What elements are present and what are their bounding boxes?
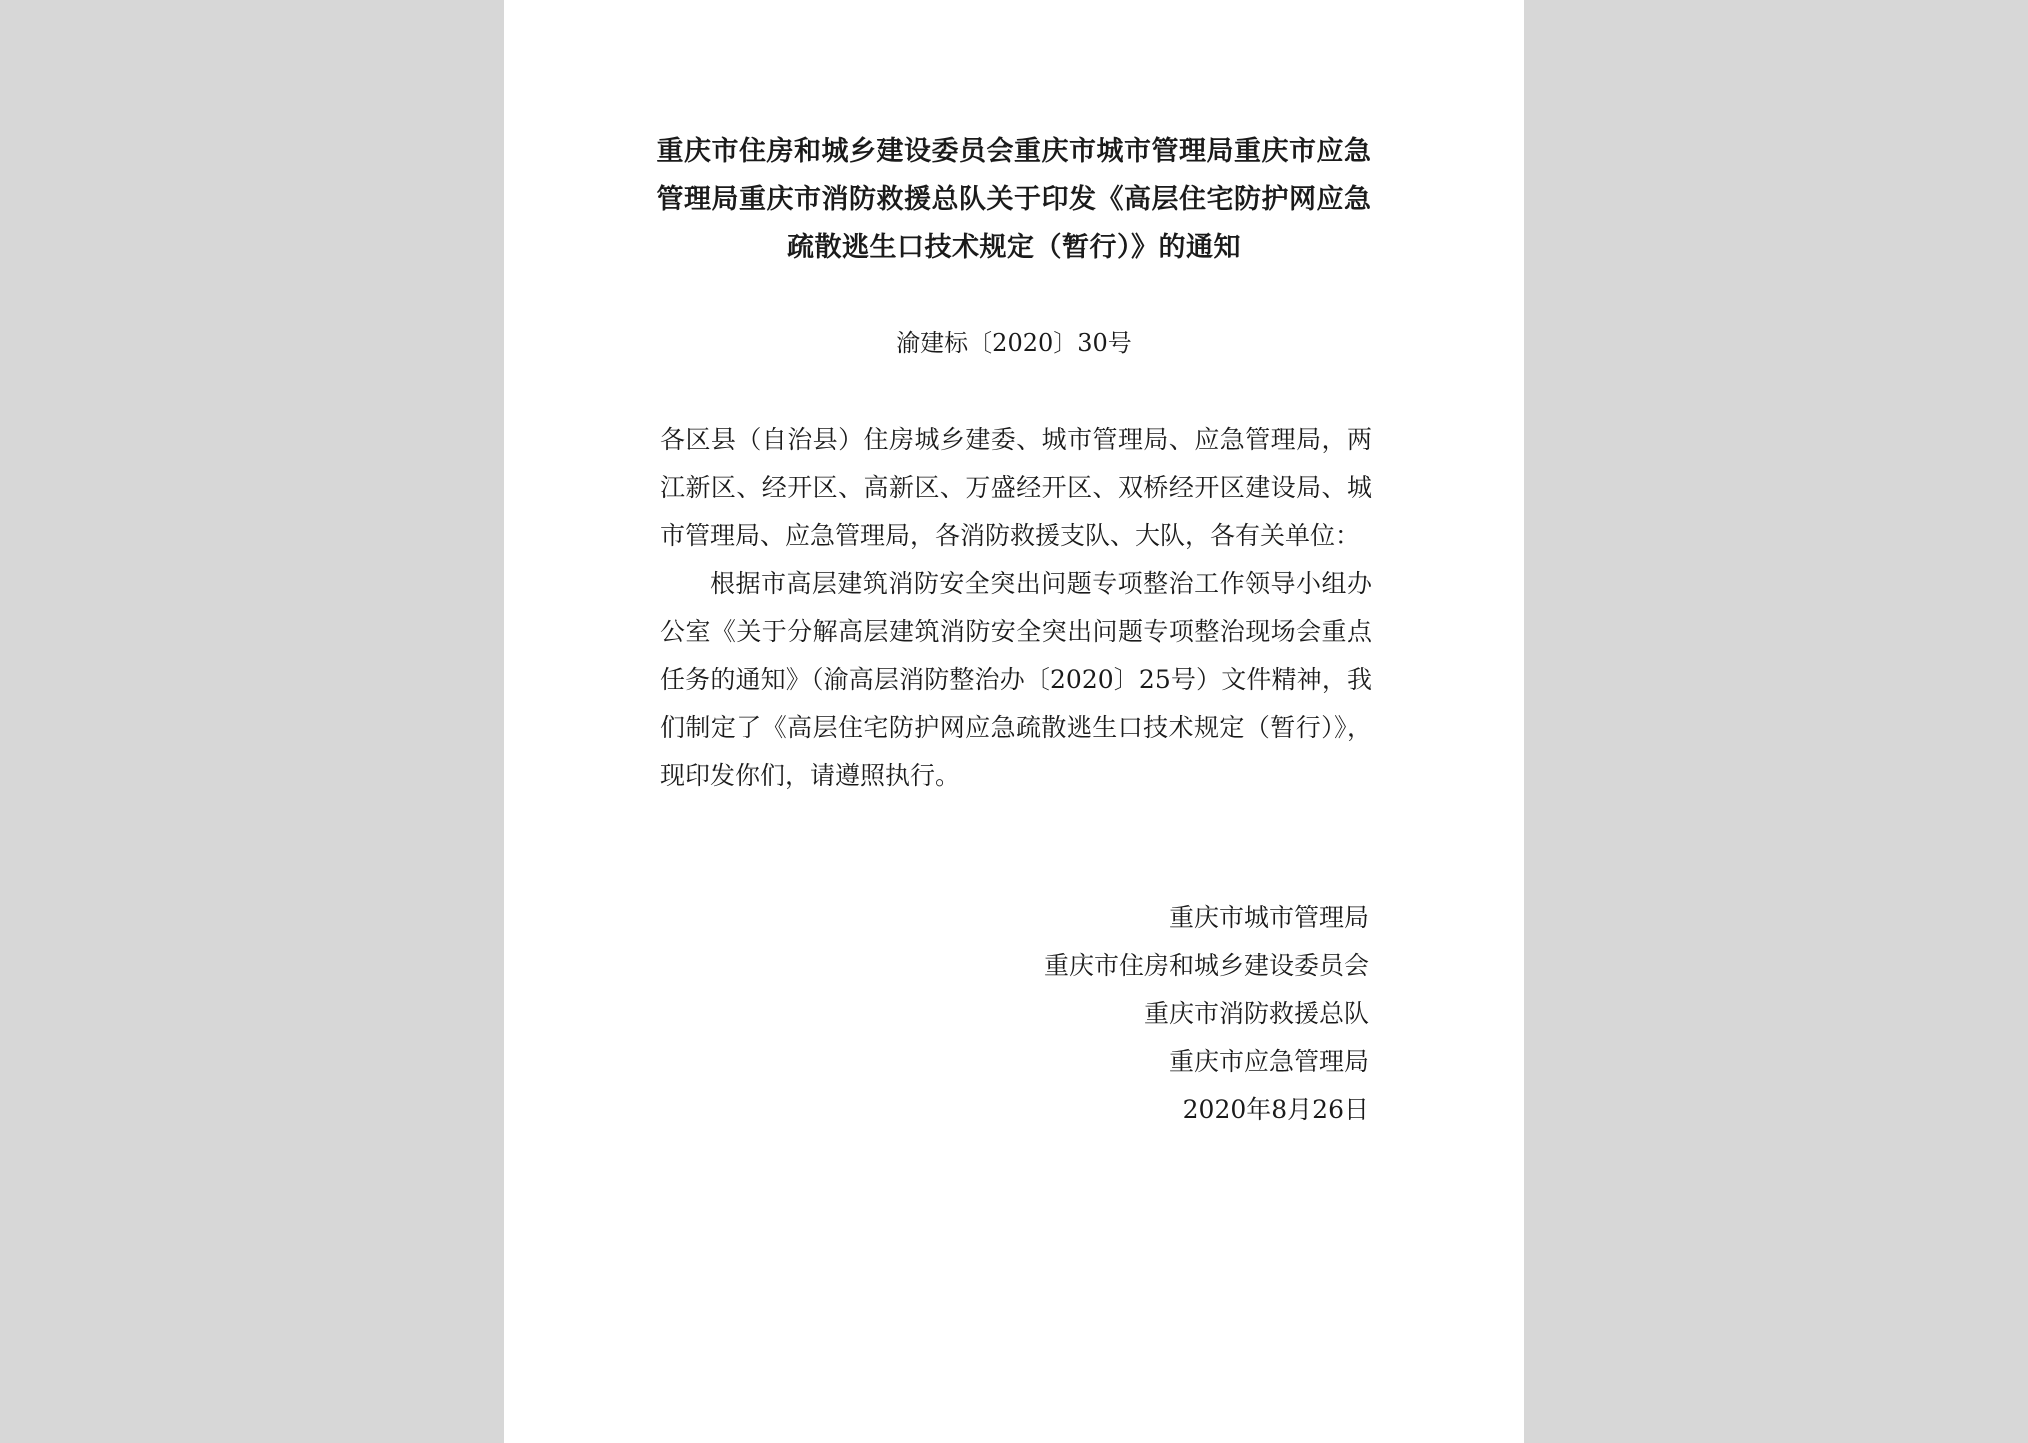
signatory-2: 重庆市住房和城乡建设委员会: [1043, 951, 1369, 980]
document-page: [504, 0, 1524, 1443]
signatory-1: 重庆市城市管理局: [1168, 903, 1369, 932]
body-paragraph: 根据市高层建筑消防安全突出问题专项整治工作领导小组办公室《关于分解高层建筑消防安全突出问题专项整治现场会重点任务的通知》（渝高层消防整治办〔2020〕25号）文件精神，我们制定了《高层住宅防护网应急疏散逃生口技术规定（暂行）》，现印发你们，请遵照执行。: [660, 569, 1372, 790]
issue-date: 2020年8月26日: [1182, 1095, 1369, 1124]
signatory-3: 重庆市消防救援总队: [1143, 999, 1369, 1028]
signature-block: [769, 894, 1369, 1134]
addressee: 各区县（自治县）住房城乡建委、城市管理局、应急管理局，两江新区、经开区、高新区、万盛经开区、双桥经开区建设局、城市管理局、应急管理局，各消防救援支队、大队，各有关单位：: [660, 425, 1372, 550]
document-number: 渝建标〔2020〕30号: [896, 329, 1132, 357]
signatory-4: 重庆市应急管理局: [1168, 1047, 1369, 1076]
document-title: 重庆市住房和城乡建设委员会重庆市城市管理局重庆市应急管理局重庆市消防救援总队关于印发《高层住宅防护网应急疏散逃生口技术规定（暂行）》的通知: [656, 136, 1372, 263]
document-body: [660, 416, 1372, 800]
